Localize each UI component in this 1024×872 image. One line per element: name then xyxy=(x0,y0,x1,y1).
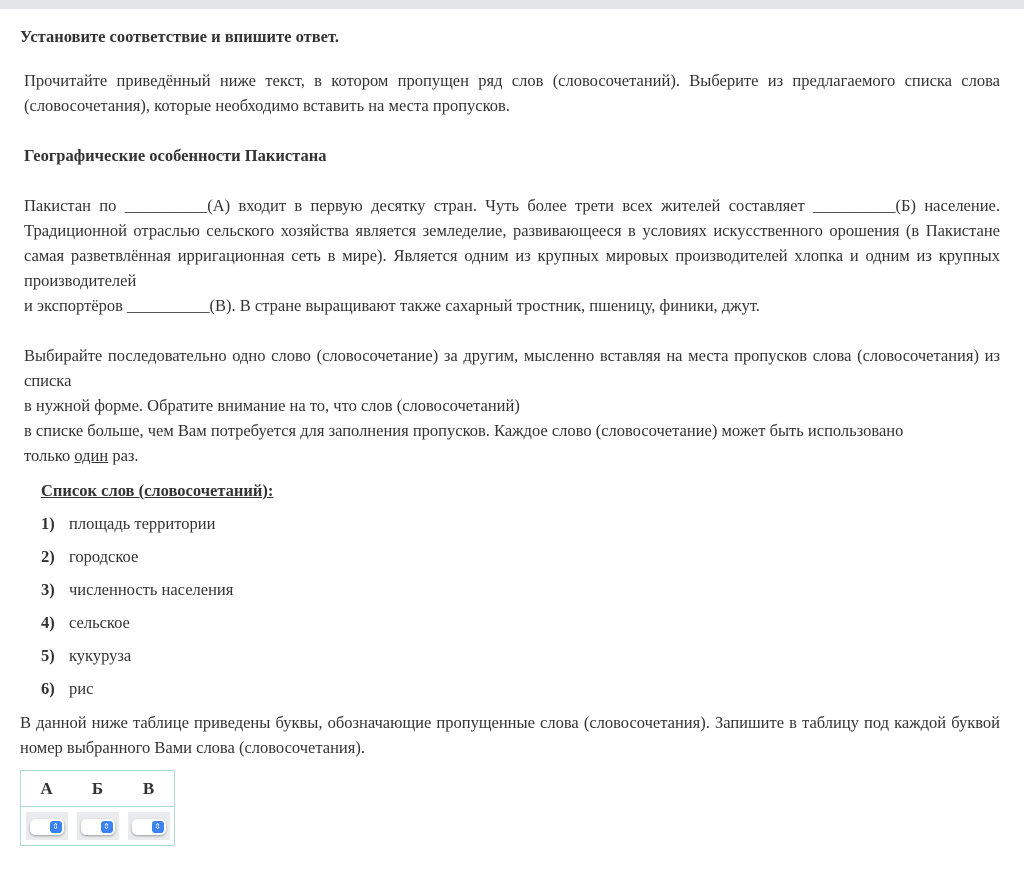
item-text: площадь территории xyxy=(69,514,216,533)
emphasis-once: один xyxy=(74,446,109,465)
instructions-line-4-end: раз. xyxy=(108,446,139,465)
item-text: численность населения xyxy=(69,580,234,599)
answer-select-a[interactable] xyxy=(30,819,64,835)
list-item xyxy=(41,547,138,567)
passage-part-2: и экспортёров __________(В). В стране выращивают также сахарный тростник, пшеницу, финики, джут. xyxy=(24,296,760,315)
list-item xyxy=(41,514,215,534)
task-title: Установите соответствие и впишите ответ. xyxy=(20,27,339,46)
item-text: городское xyxy=(69,547,139,566)
word-list-title: Список слов (словосочетаний): xyxy=(41,481,274,500)
instructions-line-4: только xyxy=(24,446,75,465)
instructions-text xyxy=(24,343,1000,468)
list-item xyxy=(41,679,93,699)
select-chevron-icon: ⇕ xyxy=(152,821,164,833)
passage-title: Географические особенности Пакистана xyxy=(24,146,327,165)
list-item xyxy=(41,646,131,666)
item-text: сельское xyxy=(69,613,130,632)
item-number: 3) xyxy=(41,580,55,599)
table-instructions: В данной ниже таблице приведены буквы, обозначающие пропущенные слова (словосочетания). Запишите в таблицу под каждой буквой номер выбранного Вами слова (словосочетания). xyxy=(20,713,1000,757)
list-item xyxy=(41,580,233,600)
item-number: 2) xyxy=(41,547,55,566)
item-number: 6) xyxy=(41,679,55,698)
answer-select-b[interactable] xyxy=(81,819,115,835)
passage-part-1: Пакистан по __________(А) входит в первую десятку стран. Чуть более трети всех жителей составляет __________(Б) население. Традиционной отраслью сельского хозяйства является земледелие, развивающееся в условиях искусственного орошения (в Пакистане самая разветвлённая ирригационная сеть в мире). Является одним из крупных мировых производителей хлопка и одним из крупных производителей xyxy=(24,196,1000,290)
instructions-line-2: в нужной форме. Обратите внимание на то, что слов (словосочетаний) xyxy=(24,396,520,415)
passage-text xyxy=(24,193,1000,318)
top-bar xyxy=(0,0,1024,9)
column-header-v: В xyxy=(123,771,175,807)
instructions-line-1: Выбирайте последовательно одно слово (словосочетание) за другим, мысленно вставляя на места пропусков слова (словосочетания) из списка xyxy=(24,346,1000,390)
item-text: рис xyxy=(69,679,94,698)
item-text: кукуруза xyxy=(69,646,132,665)
column-header-a: А xyxy=(21,771,73,807)
item-number: 5) xyxy=(41,646,55,665)
list-item xyxy=(41,613,130,633)
item-number: 1) xyxy=(41,514,55,533)
select-chevron-icon: ⇕ xyxy=(101,821,113,833)
item-number: 4) xyxy=(41,613,55,632)
column-header-b: Б xyxy=(72,771,123,807)
answer-select-v[interactable] xyxy=(132,819,166,835)
select-chevron-icon: ⇕ xyxy=(50,821,62,833)
answer-table xyxy=(20,770,175,846)
instructions-line-3: в списке больше, чем Вам потребуется для заполнения пропусков. Каждое слово (словосочетание) может быть использовано xyxy=(24,421,904,440)
intro-text: Прочитайте приведённый ниже текст, в котором пропущен ряд слов (словосочетаний). Выберите из предлагаемого списка слова (словосочетания), которые необходимо вставить на места пропусков. xyxy=(24,71,1000,115)
